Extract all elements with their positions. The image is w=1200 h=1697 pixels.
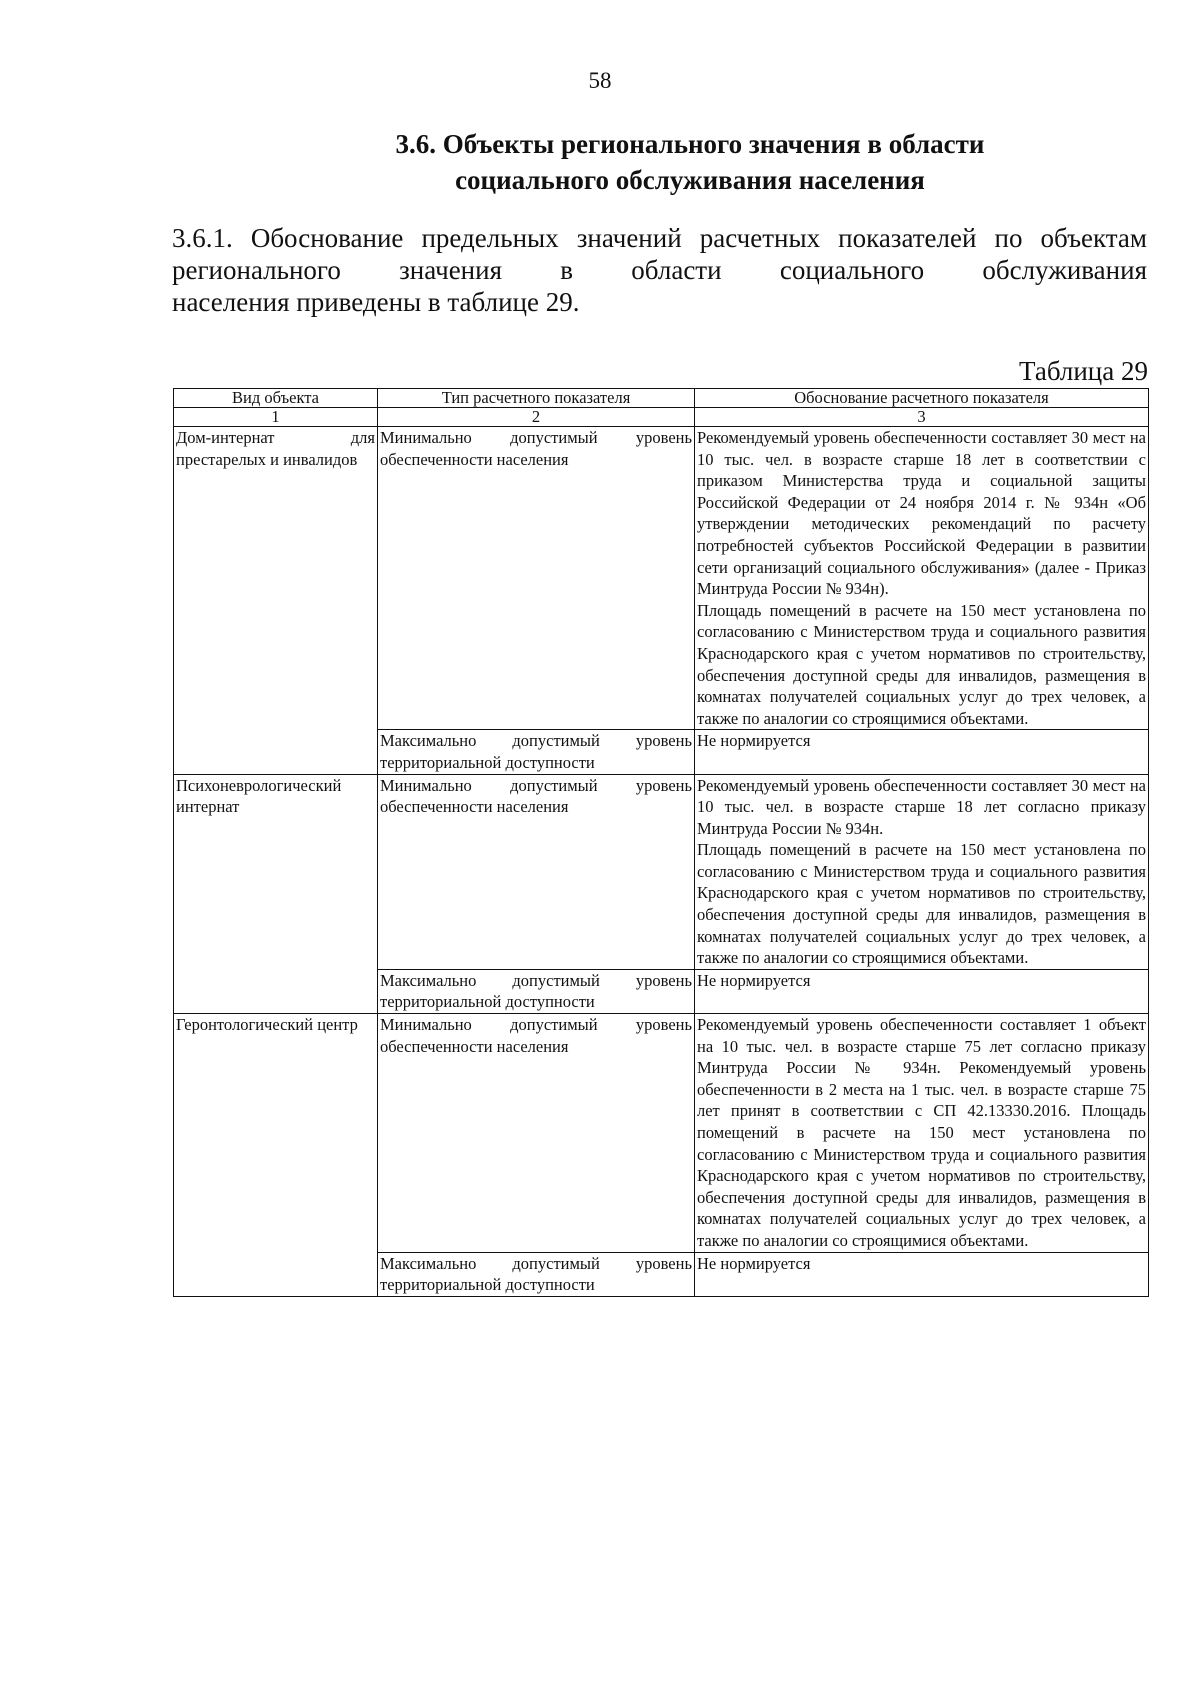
justification-paragraph: Рекомендуемый уровень обеспеченности составляет 30 мест на 10 тыс. чел. в возрасте старше 18 лет согласно приказу Минтруда России № 934н.: [697, 775, 1146, 838]
intro-text: 3.6.1. Обоснование предельных значений расчетных показателей по объектам регионального значения в области социального обслуживания: [172, 223, 1147, 285]
column-number-3: 3: [695, 408, 1149, 427]
header-indicator-type: Тип расчетного показателя: [378, 389, 695, 408]
column-number-1: 1: [174, 408, 378, 427]
indicator-type-cell: Максимально допустимый уровень территориальной доступности: [378, 730, 695, 774]
indicator-type-cell: Минимально допустимый уровень обеспеченности населения: [378, 1014, 695, 1253]
justification-paragraph: Не нормируется: [697, 970, 811, 990]
column-number-2: 2: [378, 408, 695, 427]
object-type-cell: Геронтологический центр: [174, 1014, 378, 1297]
intro-paragraph: [172, 222, 1147, 318]
header-justification: Обоснование расчетного показателя: [695, 389, 1149, 408]
object-type-cell: Психоневрологический интернат: [174, 774, 378, 1014]
justification-paragraph: Не нормируется: [697, 731, 811, 751]
table-row: [174, 774, 1149, 969]
indicator-type-cell: Минимально допустимый уровень обеспеченности населения: [378, 427, 695, 730]
indicator-type-cell: Максимально допустимый уровень территориальной доступности: [378, 1252, 695, 1296]
justification-paragraph: Площадь помещений в расчете на 150 мест установлена по согласованию с Министерством труда и социального развития Краснодарского края с учетом нормативов по строительству, обеспечения доступной среды для инвалидов, размещения в комнатах получателей социальных услуг до трех человек, а также по аналогии со строящимися объектами.: [697, 600, 1146, 728]
table-row: [174, 1014, 1149, 1253]
justification-cell: [695, 730, 1149, 774]
justification-cell: [695, 427, 1149, 730]
table-caption: Таблица 29: [1019, 356, 1148, 386]
justification-paragraph: Площадь помещений в расчете на 150 мест установлена по согласованию с Министерством труда и социального развития Краснодарского края с учетом нормативов по строительству, обеспечения доступной среды для инвалидов, размещения в комнатах получателей социальных услуг до трех человек, а также по аналогии со строящимися объектами.: [697, 840, 1146, 968]
section-title-line-2: социального обслуживания населения: [455, 165, 925, 195]
table-header-row: [174, 389, 1149, 408]
page-number: 58: [588, 68, 612, 93]
intro-text-last-line: населения приведены в таблице 29.: [172, 287, 580, 317]
justification-cell: [695, 969, 1149, 1013]
justification-paragraph: Рекомендуемый уровень обеспеченности составляет 30 мест на 10 тыс. чел. в возрасте старше 18 лет в соответствии с приказом Министерства труда и социальной защиты Российской Федерации от 24 ноября 2014 г. № 934н «Об утверждении методических рекомендаций по расчету потребностей субъектов Российской Федерации в развитии сети организаций социального обслуживания» (далее - Приказ Минтруда России № 934н).: [697, 428, 1146, 599]
justification-cell: [695, 774, 1149, 969]
justification-cell: [695, 1252, 1149, 1296]
table-row: [174, 427, 1149, 730]
indicator-type-cell: Минимально допустимый уровень обеспеченности населения: [378, 774, 695, 969]
table-column-numbers-row: [174, 408, 1149, 427]
object-type-cell: Дом-интернат для престарелых и инвалидов: [174, 427, 378, 775]
section-title-line-1: 3.6. Объекты регионального значения в области: [395, 129, 985, 159]
indicator-type-cell: Максимально допустимый уровень территориальной доступности: [378, 969, 695, 1013]
table-body: [174, 389, 1149, 1297]
section-title: [300, 126, 1080, 198]
justification-cell: [695, 1014, 1149, 1253]
justification-paragraph: Не нормируется: [697, 1253, 811, 1273]
header-object-type: Вид объекта: [174, 389, 378, 408]
indicators-table: [173, 388, 1149, 1297]
justification-paragraph: Рекомендуемый уровень обеспеченности составляет 1 объект на 10 тыс. чел. в возрасте старше 75 лет согласно приказу Минтруда России № 934н. Рекомендуемый уровень обеспеченности в 2 места на 1 тыс. чел. в возрасте старше 75 лет принят в соответствии с СП 42.13330.2016. Площадь помещений в расчете на 150 мест установлена по согласованию с Министерством труда и социального развития Краснодарского края с учетом нормативов по строительству, обеспечения доступной среды для инвалидов, размещения в комнатах получателей социальных услуг до трех человек, а также по аналогии со строящимися объектами.: [697, 1015, 1146, 1250]
